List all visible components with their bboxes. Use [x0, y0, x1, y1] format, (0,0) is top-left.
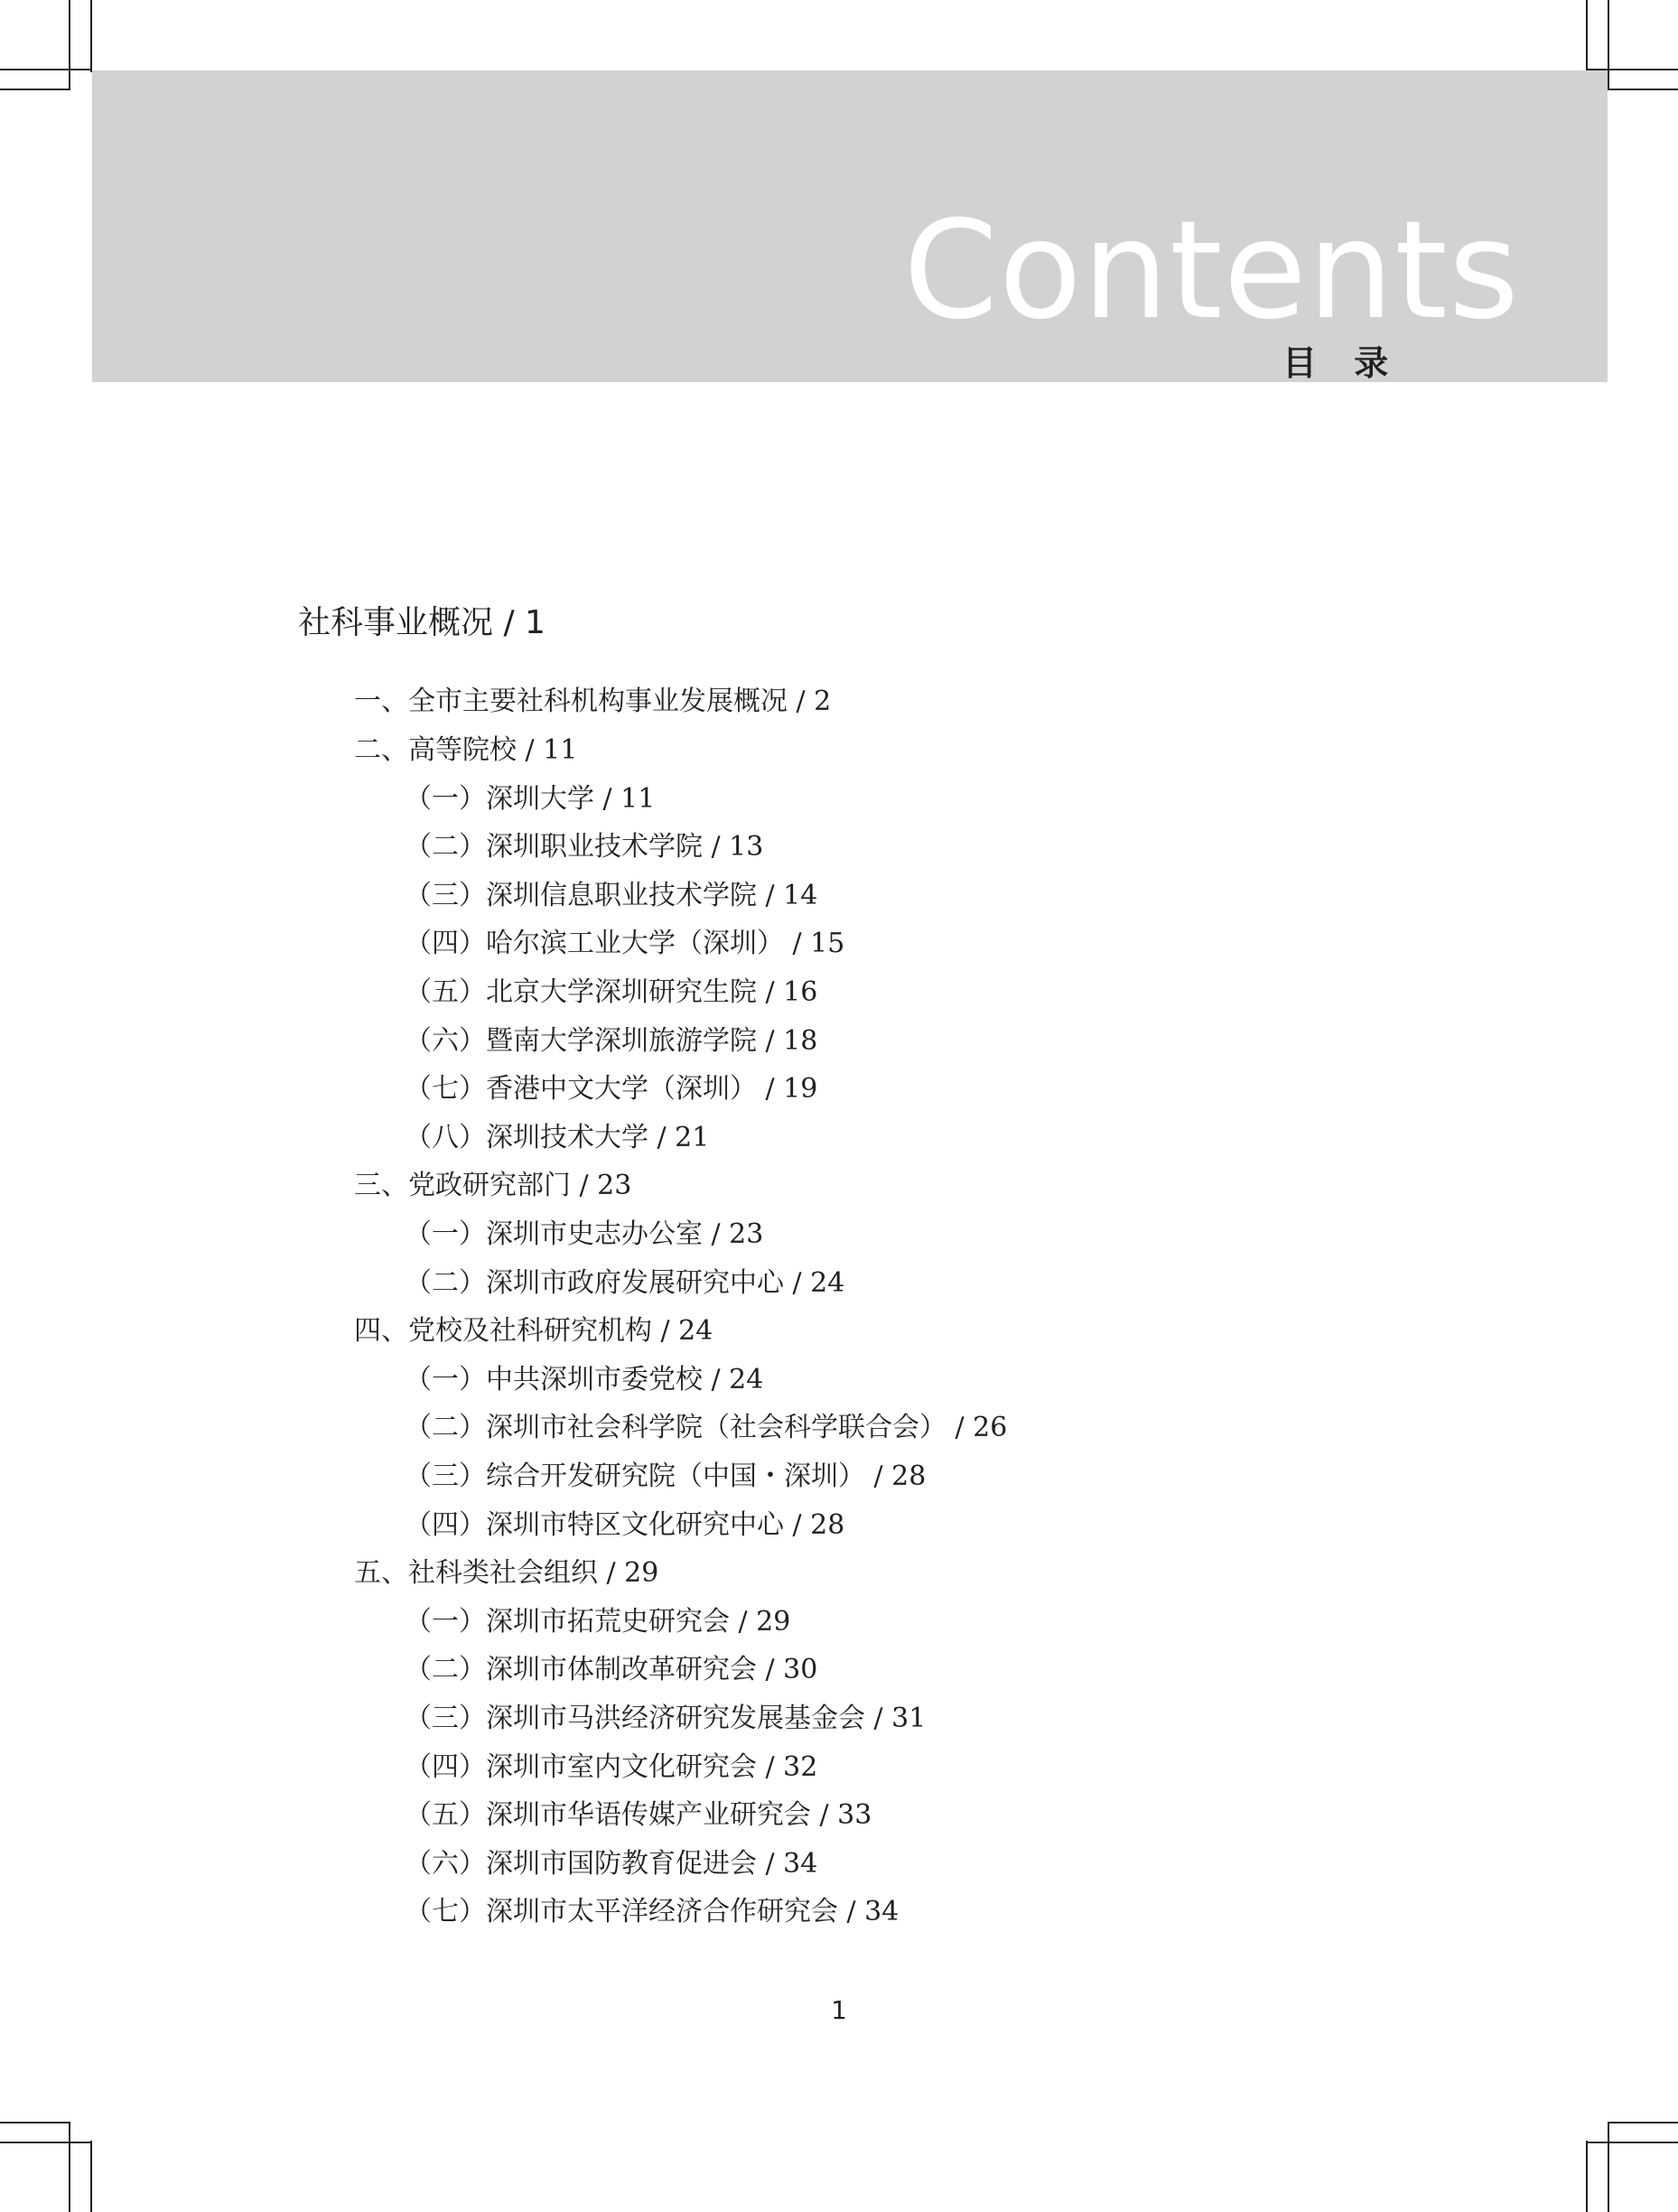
crop-mark — [90, 2141, 92, 2212]
toc-entry[interactable]: （一）中共深圳市委党校 / 24 — [405, 1364, 764, 1395]
toc-entry[interactable]: （四）深圳市室内文化研究会 / 32 — [405, 1751, 818, 1783]
toc-entry[interactable]: （五）深圳市华语传媒产业研究会 / 33 — [405, 1799, 872, 1831]
section-title[interactable]: 社科事业概况 / 1 — [298, 604, 545, 641]
toc-entry[interactable]: （一）深圳市拓荒史研究会 / 29 — [405, 1606, 791, 1638]
toc-entry[interactable]: 一、全市主要社科机构事业发展概况 / 2 — [354, 686, 832, 717]
toc-entry[interactable]: （二）深圳市社会科学院（社会科学联合会） / 26 — [405, 1412, 1008, 1443]
toc-entry[interactable]: 四、党校及社科研究机构 / 24 — [354, 1315, 713, 1347]
toc-entry[interactable]: （二）深圳职业技术学院 / 13 — [405, 831, 764, 863]
toc-entry[interactable]: （一）深圳大学 / 11 — [405, 783, 656, 815]
toc-entry[interactable]: （五）北京大学深圳研究生院 / 16 — [405, 976, 818, 1008]
toc-entry[interactable]: 三、党政研究部门 / 23 — [354, 1170, 632, 1201]
crop-mark — [69, 0, 70, 90]
crop-mark — [0, 2142, 90, 2143]
toc-entry[interactable]: （二）深圳市体制改革研究会 / 30 — [405, 1654, 818, 1685]
toc-entry[interactable]: （六）暨南大学深圳旅游学院 / 18 — [405, 1025, 818, 1057]
crop-mark — [69, 2122, 70, 2212]
toc-entry[interactable]: （四）哈尔滨工业大学（深圳） / 15 — [405, 928, 845, 959]
toc-entry[interactable]: （八）深圳技术大学 / 21 — [405, 1122, 710, 1153]
crop-mark — [1608, 89, 1678, 90]
toc-entry[interactable]: （三）深圳信息职业技术学院 / 14 — [405, 880, 818, 911]
toc-entry[interactable]: （七）香港中文大学（深圳） / 19 — [405, 1073, 818, 1105]
crop-mark — [0, 69, 90, 70]
toc-entry[interactable]: 五、社科类社会组织 / 29 — [354, 1557, 659, 1589]
toc-entry[interactable]: （七）深圳市太平洋经济合作研究会 / 34 — [405, 1896, 900, 1927]
contents-heading-zh: 目 录 — [1282, 342, 1402, 383]
contents-heading: Contents — [903, 192, 1520, 350]
crop-mark — [0, 2122, 70, 2123]
crop-mark — [1586, 2141, 1588, 2212]
toc-entry[interactable]: （四）深圳市特区文化研究中心 / 28 — [405, 1509, 845, 1541]
crop-mark — [1586, 0, 1588, 72]
crop-mark — [1588, 2142, 1678, 2143]
crop-mark — [1608, 2122, 1609, 2212]
toc-entry[interactable]: （三）综合开发研究院（中国・深圳） / 28 — [405, 1461, 927, 1492]
toc-entry[interactable]: 二、高等院校 / 11 — [354, 734, 578, 766]
crop-mark — [90, 0, 92, 72]
page-number: 1 — [831, 1995, 847, 2025]
crop-mark — [1608, 0, 1609, 90]
toc-entry[interactable]: （三）深圳市马洪经济研究发展基金会 / 31 — [405, 1703, 927, 1734]
toc-entry[interactable]: （二）深圳市政府发展研究中心 / 24 — [405, 1267, 845, 1299]
crop-mark — [0, 89, 70, 90]
crop-mark — [1608, 2122, 1678, 2123]
toc-entry[interactable]: （六）深圳市国防教育促进会 / 34 — [405, 1848, 818, 1880]
toc-entry[interactable]: （一）深圳市史志办公室 / 23 — [405, 1218, 764, 1250]
